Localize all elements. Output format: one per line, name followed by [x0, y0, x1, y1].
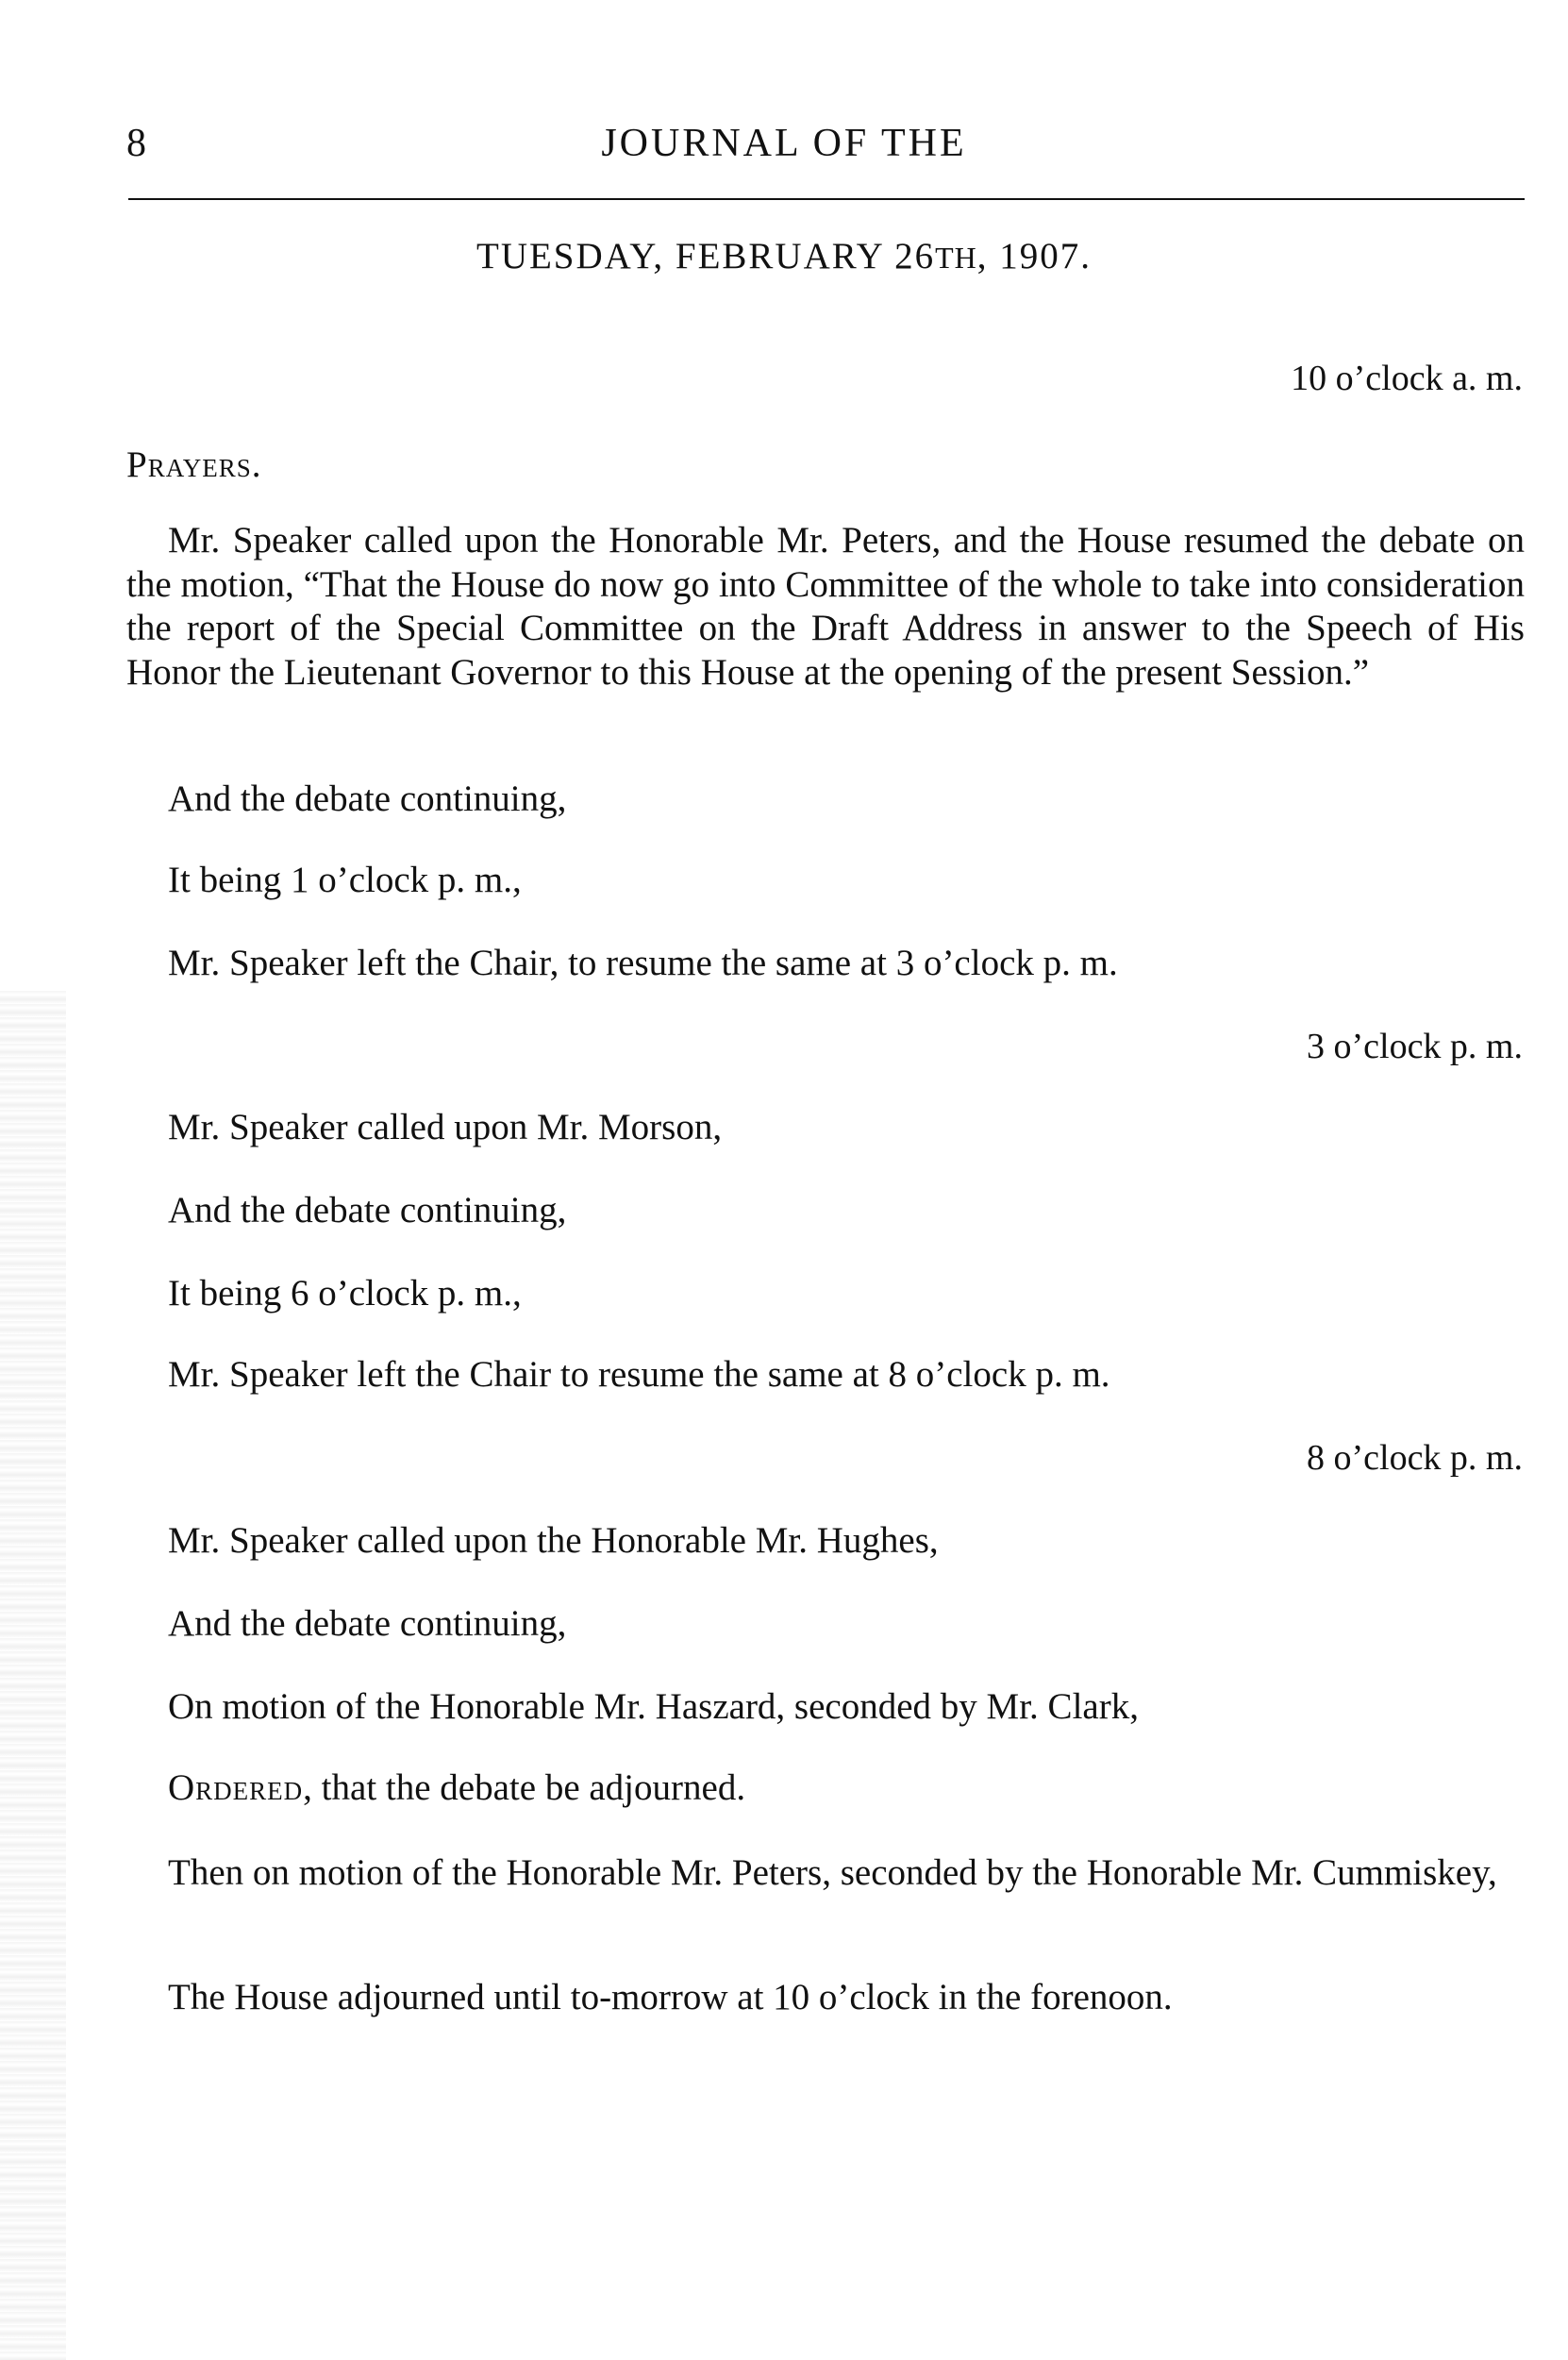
- time-stamp-afternoon: 3 o’clock p. m.: [1306, 1027, 1523, 1066]
- speaker-left-chair-2: Mr. Speaker left the Chair to resume the same at 8 o’clock p. m.: [168, 1354, 1110, 1395]
- running-title: JOURNAL OF THE: [601, 122, 967, 165]
- speaker-left-chair-1: Mr. Speaker left the Chair, to resume the same at 3 o’clock p. m.: [168, 943, 1118, 983]
- haszard-motion: On motion of the Honorable Mr. Haszard, seconded by Mr. Clark,: [168, 1686, 1139, 1727]
- motion-paragraph: Mr. Speaker called upon the Honorable Mr. Peters, and the House resumed the debate on the motion, “That the House do now go into Committee of the whole to take into consideration the report of the Special Committee on the Draft Address in answer to the Speech of His Honor the Lieutenant Governor to this House at the opening of the present Session.”: [126, 520, 1525, 693]
- ordered-adjourned: [168, 1763, 745, 1814]
- peters-motion-paragraph: Then on motion of the Honorable Mr. Peters, seconded by the Honorable Mr. Cummiskey,: [168, 1852, 1497, 1893]
- scan-edge-noise: [0, 991, 66, 2360]
- one-oclock-line: It being 1 o’clock p. m.,: [168, 860, 522, 900]
- ordered-rest: , that the debate be adjourned.: [303, 1767, 746, 1808]
- debate-continuing-2: And the debate continuing,: [168, 1190, 567, 1230]
- six-oclock-line: It being 6 o’clock p. m.,: [168, 1273, 522, 1314]
- date-heading-suffix: , 1907.: [976, 236, 1092, 276]
- header-rule: [128, 198, 1525, 200]
- debate-continuing-1: And the debate continuing,: [168, 778, 567, 819]
- ordered-word: Ordered: [168, 1767, 304, 1808]
- date-heading: [0, 230, 1568, 284]
- page-number: 8: [126, 122, 146, 165]
- time-stamp-evening: 8 o’clock p. m.: [1306, 1438, 1523, 1478]
- prayers-heading: Prayers.: [126, 444, 262, 485]
- speaker-called-hughes: Mr. Speaker called upon the Honorable Mr. Hughes,: [168, 1520, 939, 1561]
- house-adjourned: The House adjourned until to-morrow at 10 o’clock in the forenoon.: [168, 1977, 1173, 2017]
- date-heading-ordinal: TH: [935, 241, 977, 275]
- debate-continuing-3: And the debate continuing,: [168, 1603, 567, 1644]
- speaker-called-morson: Mr. Speaker called upon Mr. Morson,: [168, 1107, 723, 1147]
- date-heading-prefix: TUESDAY, FEBRUARY 26: [476, 236, 936, 276]
- time-stamp-morning: 10 o’clock a. m.: [1291, 359, 1523, 398]
